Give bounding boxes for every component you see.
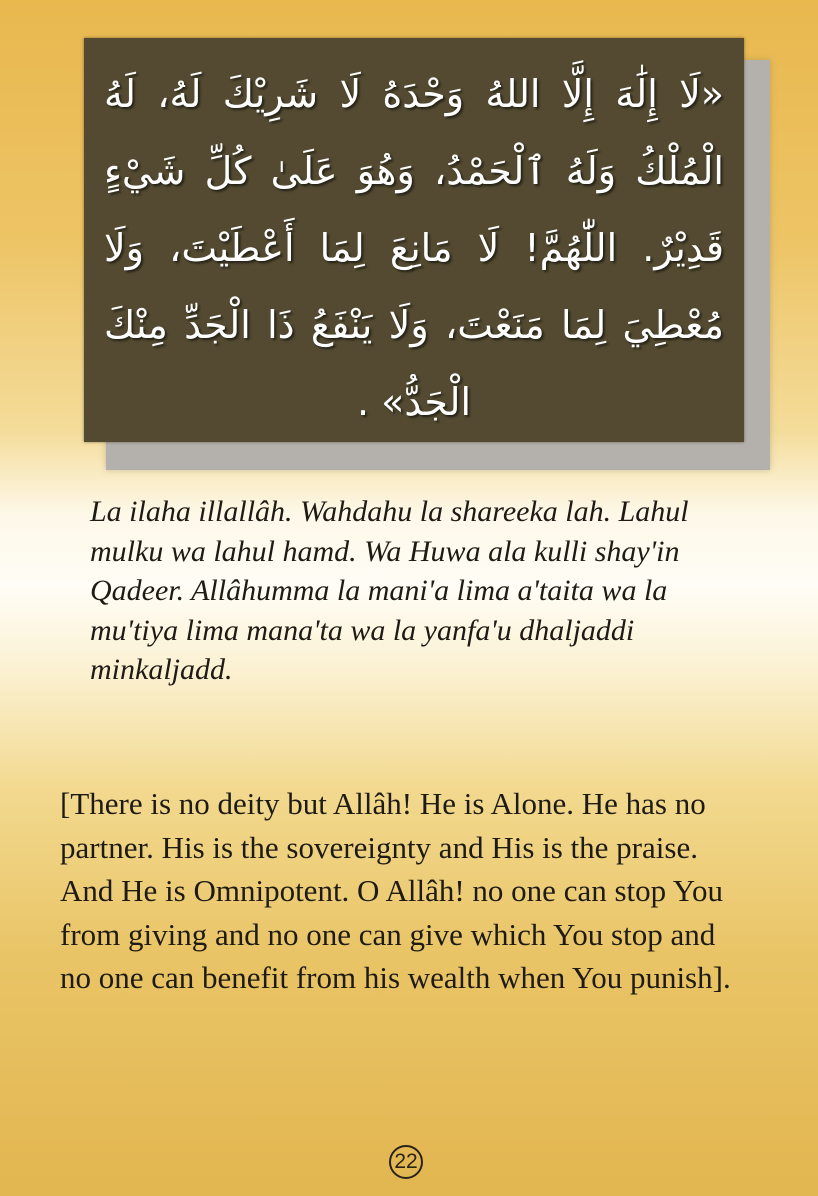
translation-text: [There is no deity but Allâh! He is Alone. He has no partner. His is the sovereignty and His is the praise. And He is Omnipotent. O Allâh! no one can stop You from giving and no one can give which You stop and no one can benefit from his wealth when You punish]. [60, 786, 731, 995]
arabic-dua-text: «لَا إِلَٰهَ إِلَّا اللهُ وَحْدَهُ لَا شَرِيْكَ لَهُ، لَهُ الْمُلْكُ وَلَهُ ٱلْحَمْدُ، وَهُوَ عَلَىٰ كُلِّ شَيْءٍ قَدِيْرٌ. اللّٰهُمَّ! لَا مَانِعَ لِمَا أَعْطَيْتَ، وَلَا مُعْطِيَ لِمَا مَنَعْتَ، وَلَا يَنْفَعُ ذَا الْجَدِّ مِنْكَ الْجَدُّ» . [104, 72, 724, 424]
page-number-badge: 22 [389, 1145, 423, 1179]
transliteration-text: La ilaha illallâh. Wahdahu la shareeka lah. Lahul mulku wa lahul hamd. Wa Huwa ala kulli shay'in Qadeer. Allâhumma la mani'a lima a'taita wa la mu'tiya lima mana'ta wa la yanfa'u dhaljaddi minkaljadd. [90, 495, 689, 686]
arabic-text-panel [84, 38, 744, 442]
